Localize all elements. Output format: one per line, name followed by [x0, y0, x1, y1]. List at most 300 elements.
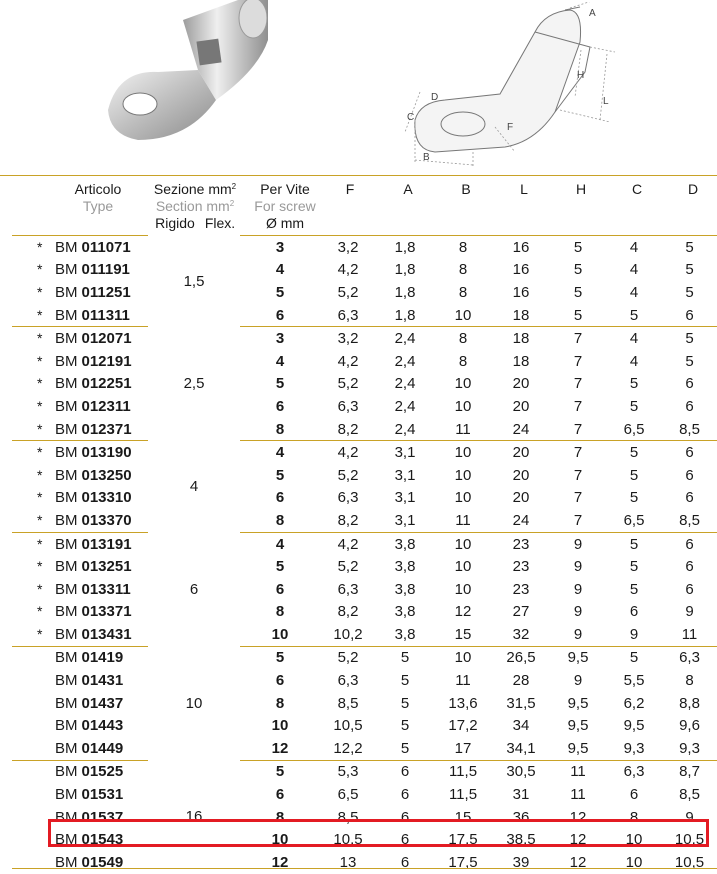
article-prefix: BM [55, 580, 78, 598]
screw-cell: 10 [271, 831, 289, 849]
dim-a-cell: 2,4 [394, 397, 416, 415]
dim-b-cell: 17 [454, 739, 472, 757]
dim-c-cell: 6,3 [606, 760, 662, 783]
dim-a-cell: 3,8 [394, 558, 416, 576]
table-row [12, 646, 717, 669]
dim-f-cell: 10,2 [333, 625, 363, 643]
article-number: 013310 [81, 489, 132, 507]
screw-cell: 12 [271, 739, 289, 757]
article-number: 01437 [81, 694, 124, 712]
article-number: 013370 [81, 511, 132, 529]
dim-b-cell: 11,5 [434, 760, 492, 783]
header-l: L [520, 181, 528, 197]
article-prefix: BM [55, 831, 78, 849]
screw-cell: 5 [275, 375, 285, 393]
header-d: D [687, 181, 699, 197]
table-row [12, 737, 717, 760]
table-row [12, 464, 717, 487]
dim-d-cell: 8,5 [679, 786, 700, 804]
dim-h-cell: 5 [573, 306, 583, 324]
dim-l-cell: 18 [512, 352, 530, 370]
article-cell [12, 236, 148, 259]
dim-l-cell: 28 [512, 672, 530, 690]
header-for-screw: For screw [254, 198, 316, 214]
table-row [12, 714, 717, 737]
screw-cell: 8 [275, 808, 285, 826]
table-row [12, 509, 717, 532]
highlight-frame [48, 819, 709, 847]
dim-l-cell: 20 [512, 466, 530, 484]
article-cell [12, 532, 148, 555]
dim-a-cell: 6 [400, 831, 410, 849]
article-number: 01531 [81, 786, 124, 804]
dim-a-cell: 3,1 [394, 489, 416, 507]
dim-a-cell: 5 [376, 646, 434, 669]
article-number: 01443 [81, 717, 124, 735]
dim-b-cell: 10 [434, 646, 492, 669]
star-mark: * [37, 444, 43, 461]
article-cell [12, 737, 148, 760]
table-row [12, 418, 717, 441]
dim-d-cell: 6 [685, 558, 694, 576]
article-number: 012371 [81, 420, 132, 438]
header-type: Type [82, 198, 114, 214]
dim-f-cell: 3,2 [320, 327, 376, 350]
header-articolo: Articolo [74, 181, 122, 197]
dim-b-cell: 11 [455, 511, 471, 529]
table-row [12, 555, 717, 578]
dim-h-cell: 9 [573, 603, 583, 621]
article-cell [12, 555, 148, 578]
product-table [12, 235, 717, 874]
article-number: 013311 [81, 580, 131, 598]
article-prefix: BM [55, 283, 78, 301]
dim-b-cell: 10 [454, 306, 472, 324]
article-cell [12, 760, 148, 783]
section-cell: 10 [185, 694, 203, 712]
article-cell [12, 304, 148, 327]
header-c: C [631, 181, 643, 197]
screw-cell: 5 [240, 646, 320, 669]
header-per-vite: Per Vite [260, 181, 310, 197]
article-cell [12, 441, 148, 464]
bottom-rule [12, 868, 717, 869]
dim-d-cell: 9,6 [679, 717, 700, 735]
article-prefix: BM [55, 853, 78, 871]
star-mark: * [37, 625, 43, 642]
dim-l-cell: 31,5 [506, 694, 536, 712]
dim-a-cell: 5 [400, 739, 410, 757]
dim-f-cell: 8,2 [337, 511, 359, 529]
dim-d-cell: 5 [685, 283, 694, 301]
section-cell: 16 [185, 808, 203, 826]
dim-h-cell: 5 [550, 236, 606, 259]
dim-d-cell: 6 [662, 441, 717, 464]
screw-cell: 8 [275, 694, 285, 712]
dim-c-cell: 4 [629, 261, 639, 279]
dim-b-cell: 10 [434, 441, 492, 464]
dim-a-cell: 1,8 [376, 236, 434, 259]
article-prefix: BM [55, 717, 78, 735]
article-number: 01419 [81, 649, 124, 667]
dim-f-cell: 5,2 [337, 466, 359, 484]
dim-d-cell: 10,5 [674, 831, 705, 849]
dim-a-cell: 3,8 [394, 580, 416, 598]
article-prefix: BM [55, 397, 78, 415]
dim-l-cell: 20 [512, 375, 530, 393]
dim-c-cell: 4 [629, 352, 639, 370]
dim-c-cell: 9,3 [623, 739, 645, 757]
dim-d-cell: 8,5 [679, 511, 700, 529]
dim-f-cell: 8,5 [337, 808, 359, 826]
dim-h-cell: 7 [573, 466, 583, 484]
dim-f-cell: 4,2 [337, 261, 359, 279]
dim-a-cell: 5 [400, 694, 410, 712]
dim-b-cell: 15 [454, 625, 472, 643]
article-cell [12, 851, 148, 874]
dim-d-cell: 5 [662, 236, 717, 259]
article-number: 013250 [81, 466, 132, 484]
dim-a-cell: 2,4 [394, 352, 416, 370]
dim-h-cell: 7 [573, 420, 583, 438]
dim-c-cell: 4 [606, 236, 662, 259]
dim-l-cell: 24 [512, 511, 530, 529]
dim-b-cell: 10 [454, 580, 472, 598]
article-number: 011251 [81, 283, 131, 301]
dim-d-cell: 5 [685, 352, 694, 370]
dim-c-cell: 5 [629, 466, 639, 484]
article-prefix: BM [55, 330, 78, 348]
dim-c-cell: 5,5 [623, 672, 645, 690]
dim-label-b: B [423, 152, 430, 163]
dim-d-cell: 6,3 [662, 646, 717, 669]
screw-cell: 3 [240, 327, 320, 350]
dim-d-cell: 8,7 [662, 760, 717, 783]
screw-cell: 4 [275, 352, 285, 370]
dim-c-cell: 6,5 [623, 420, 645, 438]
dim-c-cell: 5 [606, 646, 662, 669]
table-row [12, 327, 717, 350]
star-mark: * [37, 603, 43, 620]
star-mark: * [37, 306, 43, 323]
dim-d-cell: 6 [685, 306, 694, 324]
article-number: 013431 [81, 625, 132, 643]
dim-h-cell: 9 [550, 532, 606, 555]
dim-d-cell: 5 [685, 261, 694, 279]
dim-c-cell: 9,5 [623, 717, 645, 735]
screw-cell: 4 [275, 261, 285, 279]
dim-label-c: C [407, 112, 415, 123]
article-prefix: BM [55, 649, 78, 667]
screw-cell: 6 [275, 397, 285, 415]
article-number: 012311 [81, 397, 131, 415]
dim-l-cell: 20 [492, 441, 550, 464]
table-header [0, 175, 717, 234]
dim-d-cell: 6 [685, 466, 694, 484]
dim-a-cell: 2,4 [394, 375, 416, 393]
dim-d-cell: 6 [685, 580, 694, 598]
dim-d-cell: 9 [685, 808, 694, 826]
dim-b-cell: 10 [454, 489, 472, 507]
dim-h-cell: 7 [573, 511, 583, 529]
article-prefix: BM [55, 444, 78, 462]
dim-label-h: H [577, 70, 585, 81]
article-number: 011191 [81, 261, 130, 279]
dim-c-cell: 6 [629, 603, 639, 621]
dim-a-cell: 5 [400, 672, 410, 690]
star-mark: * [37, 420, 43, 437]
article-number: 013191 [81, 535, 132, 553]
dim-f-cell: 4,2 [320, 532, 376, 555]
article-prefix: BM [55, 352, 78, 370]
dim-b-cell: 10 [454, 466, 472, 484]
dim-b-cell: 11 [455, 420, 471, 438]
screw-cell: 10 [271, 717, 289, 735]
screw-cell: 8 [275, 603, 285, 621]
article-cell [12, 464, 148, 487]
article-cell [12, 692, 148, 715]
table-row [12, 259, 717, 282]
dim-c-cell: 5 [629, 580, 639, 598]
article-cell [12, 578, 148, 601]
dim-d-cell: 6 [685, 397, 694, 415]
dim-f-cell: 8,2 [337, 420, 359, 438]
dim-d-cell: 8 [685, 672, 694, 690]
dim-h-cell: 9 [573, 558, 583, 576]
section-cell: 4 [189, 478, 199, 496]
dim-d-cell: 6 [685, 375, 694, 393]
dim-c-cell: 5 [606, 532, 662, 555]
dim-l-cell: 34,1 [506, 739, 536, 757]
star-mark: * [37, 352, 43, 369]
article-cell [12, 395, 148, 418]
article-number: 012251 [81, 375, 132, 393]
table-row [12, 373, 717, 396]
section-cell: 2,5 [183, 375, 205, 393]
dim-d-cell: 6 [662, 532, 717, 555]
screw-cell: 5 [275, 466, 285, 484]
header-section: Section $mm^2$ [155, 198, 235, 214]
dim-f-cell: 6,3 [337, 672, 359, 690]
header-f: F [345, 181, 355, 197]
screw-cell: 6 [275, 672, 285, 690]
article-prefix: BM [55, 694, 78, 712]
table-row [12, 601, 717, 624]
dim-f-cell: 8,2 [337, 603, 359, 621]
dim-c-cell: 5 [629, 397, 639, 415]
star-mark: * [37, 261, 43, 278]
article-prefix: BM [55, 261, 78, 279]
screw-cell: 5 [240, 760, 320, 783]
dim-b-cell: 10 [454, 375, 472, 393]
dim-c-cell: 5 [629, 558, 639, 576]
article-prefix: BM [55, 763, 78, 781]
dim-f-cell: 8,5 [337, 694, 359, 712]
dim-f-cell: 12,2 [333, 739, 363, 757]
dim-h-cell: 12 [569, 831, 587, 849]
dim-l-cell: 16 [492, 236, 550, 259]
dim-f-cell: 6,5 [337, 786, 359, 804]
dim-b-cell: 11,5 [448, 786, 478, 804]
dim-l-cell: 38,5 [506, 831, 536, 849]
dim-c-cell: 5 [629, 489, 639, 507]
dim-a-cell: 6 [376, 760, 434, 783]
table-row [12, 760, 717, 783]
article-number: 01549 [81, 853, 124, 871]
dim-h-cell: 7 [550, 327, 606, 350]
table-row [12, 669, 717, 692]
article-prefix: BM [55, 558, 78, 576]
screw-cell: 6 [275, 306, 285, 324]
screw-cell: 4 [240, 441, 320, 464]
star-mark: * [37, 397, 43, 414]
screw-cell: 8 [275, 511, 285, 529]
dim-f-cell: 6,3 [337, 397, 359, 415]
article-prefix: BM [55, 672, 78, 690]
screw-cell: 3 [240, 236, 320, 259]
article-cell [12, 327, 148, 350]
article-prefix: BM [55, 466, 78, 484]
dim-f-cell: 4,2 [337, 352, 359, 370]
dim-h-cell: 12 [569, 808, 587, 826]
dim-c-cell: 8 [629, 808, 639, 826]
dim-label-l: L [603, 96, 609, 107]
dim-b-cell: 13,6 [448, 694, 478, 712]
article-number: 01525 [81, 763, 124, 781]
dim-d-cell: 8,5 [679, 420, 700, 438]
dim-l-cell: 30,5 [492, 760, 550, 783]
star-mark: * [37, 558, 43, 575]
article-prefix: BM [55, 306, 78, 324]
dim-l-cell: 20 [512, 397, 530, 415]
dim-l-cell: 23 [512, 558, 530, 576]
star-mark: * [37, 535, 43, 552]
dim-c-cell: 4 [629, 283, 639, 301]
dim-d-cell: 6 [685, 489, 694, 507]
article-cell [12, 783, 148, 806]
dim-h-cell: 12 [569, 853, 587, 871]
dim-l-cell: 27 [512, 603, 530, 621]
dim-l-cell: 39 [512, 853, 530, 871]
dim-c-cell: 6,2 [623, 694, 645, 712]
dim-c-cell: 5 [606, 441, 662, 464]
dim-a-cell: 3,8 [376, 532, 434, 555]
table-row [12, 350, 717, 373]
dim-d-cell: 11 [681, 625, 698, 643]
dim-d-cell: 10,5 [674, 853, 705, 871]
article-number: 01449 [81, 739, 124, 757]
table-row [12, 487, 717, 510]
dim-a-cell: 3,8 [394, 603, 416, 621]
article-number: 011311 [81, 306, 130, 324]
dim-l-cell: 20 [512, 489, 530, 507]
article-number: 012071 [81, 330, 132, 348]
dim-b-cell: 17,5 [448, 853, 478, 871]
dim-h-cell: 11 [550, 760, 606, 783]
article-cell [12, 350, 148, 373]
article-cell [12, 418, 148, 441]
header-a: A [403, 181, 413, 197]
dim-b-cell: 17,5 [448, 831, 478, 849]
dim-l-cell: 23 [512, 580, 530, 598]
dim-f-cell: 6,3 [337, 489, 359, 507]
article-cell [12, 259, 148, 282]
table-row [12, 783, 717, 806]
article-prefix: BM [55, 625, 78, 643]
dim-l-cell: 16 [512, 261, 530, 279]
dim-f-cell: 5,2 [320, 646, 376, 669]
dim-b-cell: 10 [454, 558, 472, 576]
dim-h-cell: 7 [573, 352, 583, 370]
table-body [12, 236, 717, 874]
screw-cell: 5 [275, 283, 285, 301]
article-prefix: BM [55, 808, 78, 826]
star-mark: * [37, 580, 43, 597]
dim-h-cell: 9 [573, 672, 583, 690]
article-number: 011071 [81, 238, 131, 256]
dim-h-cell: 11 [570, 786, 586, 804]
table-row [12, 851, 717, 874]
dim-a-cell: 1,8 [394, 261, 416, 279]
dim-b-cell: 12 [454, 603, 472, 621]
article-prefix: BM [55, 786, 78, 804]
article-prefix: BM [55, 739, 78, 757]
dim-h-cell: 7 [573, 397, 583, 415]
header-sezione: Sezione $mm^2$ [153, 181, 237, 197]
header-h: H [575, 181, 587, 197]
dim-c-cell: 10 [625, 853, 643, 871]
star-mark: * [37, 283, 43, 300]
dim-f-cell: 6,3 [337, 580, 359, 598]
article-cell [12, 373, 148, 396]
dim-a-cell: 1,8 [394, 306, 416, 324]
table-row [12, 395, 717, 418]
dim-c-cell: 6,5 [623, 511, 645, 529]
dim-a-cell: 2,4 [394, 420, 416, 438]
article-cell [12, 601, 148, 624]
dim-l-cell: 16 [512, 283, 530, 301]
dim-a-cell: 3,1 [376, 441, 434, 464]
dim-b-cell: 10 [454, 397, 472, 415]
dim-b-cell: 8 [458, 261, 468, 279]
star-mark: * [37, 466, 43, 483]
screw-cell: 6 [275, 580, 285, 598]
dim-h-cell: 5 [573, 283, 583, 301]
dim-f-cell: 5,2 [337, 558, 359, 576]
screw-cell: 4 [240, 532, 320, 555]
article-number: 01537 [81, 808, 124, 826]
dim-f-cell: 6,3 [337, 306, 359, 324]
dim-a-cell: 1,8 [394, 283, 416, 301]
screw-cell: 10 [271, 625, 289, 643]
dim-h-cell: 7 [573, 489, 583, 507]
dim-f-cell: 13 [339, 853, 357, 871]
dim-c-cell: 6 [629, 786, 639, 804]
article-number: 012191 [81, 352, 132, 370]
article-prefix: BM [55, 375, 78, 393]
dim-c-cell: 9 [629, 625, 639, 643]
star-mark: * [37, 489, 43, 506]
dim-c-cell: 5 [629, 306, 639, 324]
dim-d-cell: 9 [685, 603, 694, 621]
article-number: 013371 [81, 603, 132, 621]
dim-h-cell: 9,5 [550, 646, 606, 669]
table-row [12, 441, 717, 464]
dim-l-cell: 18 [512, 306, 530, 324]
cable-lug-photo [88, 0, 278, 150]
article-number: 01543 [81, 831, 124, 849]
dim-d-cell: 9,3 [679, 739, 700, 757]
